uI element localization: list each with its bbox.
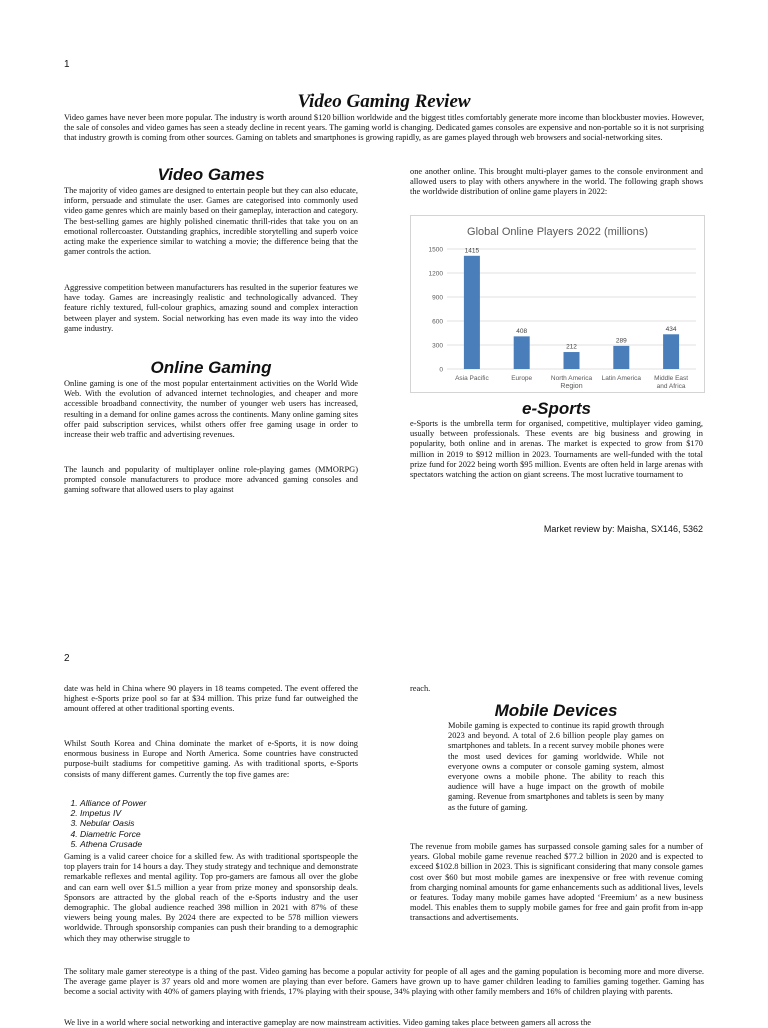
x-tick-label: Asia Pacific bbox=[455, 375, 489, 382]
data-label: 1415 bbox=[464, 247, 480, 255]
list-item: 2. Impetus IV bbox=[80, 808, 374, 818]
page-number: 1 bbox=[64, 59, 70, 70]
x-tick-label: Europe bbox=[511, 375, 533, 382]
video-games-paragraph: The majority of video games are designed to entertain people but they can also educate, inform, persuade and stimulate the user. Games are categorised into commonly used video game genres which are mainly based on their gameplay, interaction and category. The best-selling games are highly polished cinematic thrill-rides that take you on an emotional rollercoaster. Outstanding graphics, incredible storytelling and superb voice acting make the experience similar to watching a movie; the difference being that the gamer controls the action. bbox=[64, 186, 358, 257]
data-label: 408 bbox=[516, 327, 528, 335]
online-gaming-paragraph: The launch and popularity of multiplayer online role-playing games (MMORPG) prompted console manufacturers to produce more advanced gaming consoles and gaming software that allowed users to play against bbox=[64, 465, 358, 495]
intro-paragraph: Video games have never been more popular. The industry is worth around $120 billion worldwide and the biggest titles comfortably generate more income than blockbuster movies. However, the sale of consoles and video games has seen a steady decline in recent years. The gaming world is changing. Dedicated games consoles are expensive and non-portable so it is not surprising that industry growth is coming from other sources. Gaming on tablets and smartphones is growing rapidly, as are games played through web browsers and social-networking sites. bbox=[64, 113, 704, 143]
chart-container bbox=[410, 215, 705, 393]
mobile-paragraph: Mobile gaming is expected to continue its rapid growth through 2023 and beyond. A total of 2.6 billion people play games on smartphones and tablets. In a recent survey mobile phones were the most used devices for gaming worldwide. While not everyone owns a computer or console gaming system, almost everyone owns a mobile phone. The ability to reach this audience will have a huge impact on the growth of mobile gaming. Revenue from smartphones and tablets is seen by many as the future of gaming. bbox=[448, 721, 664, 812]
bar bbox=[464, 256, 480, 369]
top-games-list bbox=[64, 798, 374, 849]
page-title: Video Gaming Review bbox=[297, 91, 471, 112]
credit-line: Market review by: Maisha, SX146, 5362 bbox=[543, 524, 703, 534]
online-gaming-paragraph: Online gaming is one of the most popular entertainment activities on the World Wide Web. With the evolution of advanced internet technologies, and cheaper and more accessible broadband connectivity, the number of younger web users has increased, resulting in a demand for online games across the continents. Many online gaming sites offer paid subscription services, whilst others offer free gaming usage in order to increase their web traffic and advertising revenues. bbox=[64, 379, 358, 440]
esports-heading: e-Sports bbox=[522, 399, 591, 418]
bar bbox=[663, 334, 679, 369]
video-games-paragraph: Aggressive competition between manufacturers has resulted in the superior features we have today. Games are increasingly realistic and technologically advanced. They feature richly textured, full-colour graphics, amazing sound and complex interaction between player and system. Social networking has even made its way into the video game industry. bbox=[64, 283, 358, 333]
y-tick-label: 1500 bbox=[428, 246, 443, 254]
social-paragraph: We live in a world where social networking and interactive gameplay are now mainstream activities. Video gaming takes place between gamers all across the bbox=[64, 1018, 592, 1027]
mobile-devices-heading: Mobile Devices bbox=[494, 701, 618, 720]
data-label: 289 bbox=[615, 337, 627, 345]
bar bbox=[613, 346, 629, 369]
list-item: 4. Diametric Force bbox=[80, 829, 374, 839]
esports-paragraph: e-Sports is the umbrella term for organised, competitive, multiplayer video gaming, usually between professionals. These events are big business and growing in popularity, both online and in arenas. The market is expected to grow from $170 million in 2019 to $912 million in 2023. Tournaments are well-funded with the total prize fund for 2022 being worth $95 million. Events are often held in large arenas with spectators watching the action on giant screens. The most lucrative tournament to bbox=[410, 419, 703, 480]
bar bbox=[514, 336, 530, 369]
bar bbox=[564, 352, 580, 369]
video-games-heading: Video Games bbox=[157, 165, 265, 184]
chart-title: Global Online Players 2022 (millions) bbox=[467, 226, 648, 238]
demographics-paragraph: The solitary male gamer stereotype is a thing of the past. Video gaming has become a popular activity for people of all ages and the gaming population is becoming more and more diverse. The average game player is 37 years old and more women are playing than ever before. Gamers have grown up to have gamer children leading to families gaming together. Gaming has become a social activity with 40% of gamers playing with friends, 17% playing with their spouse, 34% playing with other family members and 16% of children playing with parents. bbox=[64, 967, 704, 997]
y-tick-label: 300 bbox=[432, 342, 443, 350]
reach-text: reach. bbox=[410, 684, 431, 693]
esports-continued-paragraph: Whilst South Korea and China dominate the market of e-Sports, it is now doing enormous business in Europe and North America. Some countries have constructed purpose-built stadiums for competitive gaming. As with traditional sports, e-Sports consists of many different games. Currently the top five games are: bbox=[64, 739, 358, 779]
data-label: 212 bbox=[566, 343, 577, 351]
x-tick-label: Middle East and Africa bbox=[654, 375, 689, 390]
list-item: 1. Alliance of Power bbox=[80, 798, 374, 808]
x-axis-label: Region bbox=[560, 383, 583, 390]
y-tick-label: 600 bbox=[432, 318, 443, 326]
page-number: 2 bbox=[64, 653, 70, 664]
x-tick-label: North America bbox=[550, 375, 593, 382]
y-tick-label: 1200 bbox=[428, 270, 443, 278]
esports-continued-paragraph: date was held in China where 90 players in 18 teams competed. The event offered the highest e-Sports prize pool so far at $34 million. This prize fund far outweighed the amount offered at other traditional sporting events. bbox=[64, 684, 358, 714]
career-paragraph: Gaming is a valid career choice for a skilled few. As with traditional sportspeople the top players train for 14 hours a day. They study strategy and technique and demonstrate remarkable reflexes and mental agility. Top pro-gamers are famous all over the globe and can earn well over $1.5 million a year from prize money and sponsorship deals. Sponsors are attracted by the global reach of the e-Sports industry and the user demographic. The global audience reached 398 million in 2021 with 87% of these viewers being young males. By 2024 there are expected to be 578 million viewers worldwide. Through sponsorship companies can push their branding to a demographic which they may otherwise struggle to bbox=[64, 852, 358, 943]
mobile-paragraph: The revenue from mobile games has surpassed console gaming sales for a number of years. Global mobile game revenue reached $77.2 billion in 2020 and is expected to exceed $102.8 billion in 2023. This is significant considering that many console games cost over $60 but most mobile games are inexpensive or free with revenue coming from charging nominal amounts for game enhancements such as additional lives, levels or features. Today many mobile games have adopted ‘Freemium’ as a new business model. This enables them to supply mobile games for free and gain profit from in-app transactions and advertisements. bbox=[410, 842, 703, 923]
y-tick-label: 900 bbox=[432, 294, 443, 302]
x-tick-label: Latin America bbox=[601, 375, 641, 382]
bar-chart bbox=[411, 216, 704, 392]
data-label: 434 bbox=[665, 325, 677, 333]
online-gaming-heading: Online Gaming bbox=[150, 358, 272, 377]
list-item: 5. Athena Crusade bbox=[80, 839, 374, 849]
y-tick-label: 0 bbox=[439, 366, 443, 374]
list-item: 3. Nebular Oasis bbox=[80, 818, 374, 828]
right-column-paragraph: one another online. This brought multi-player games to the console environment and allowed users to play with others anywhere in the world. The following graph shows the worldwide distribution of online game players in 2022: bbox=[410, 167, 703, 197]
